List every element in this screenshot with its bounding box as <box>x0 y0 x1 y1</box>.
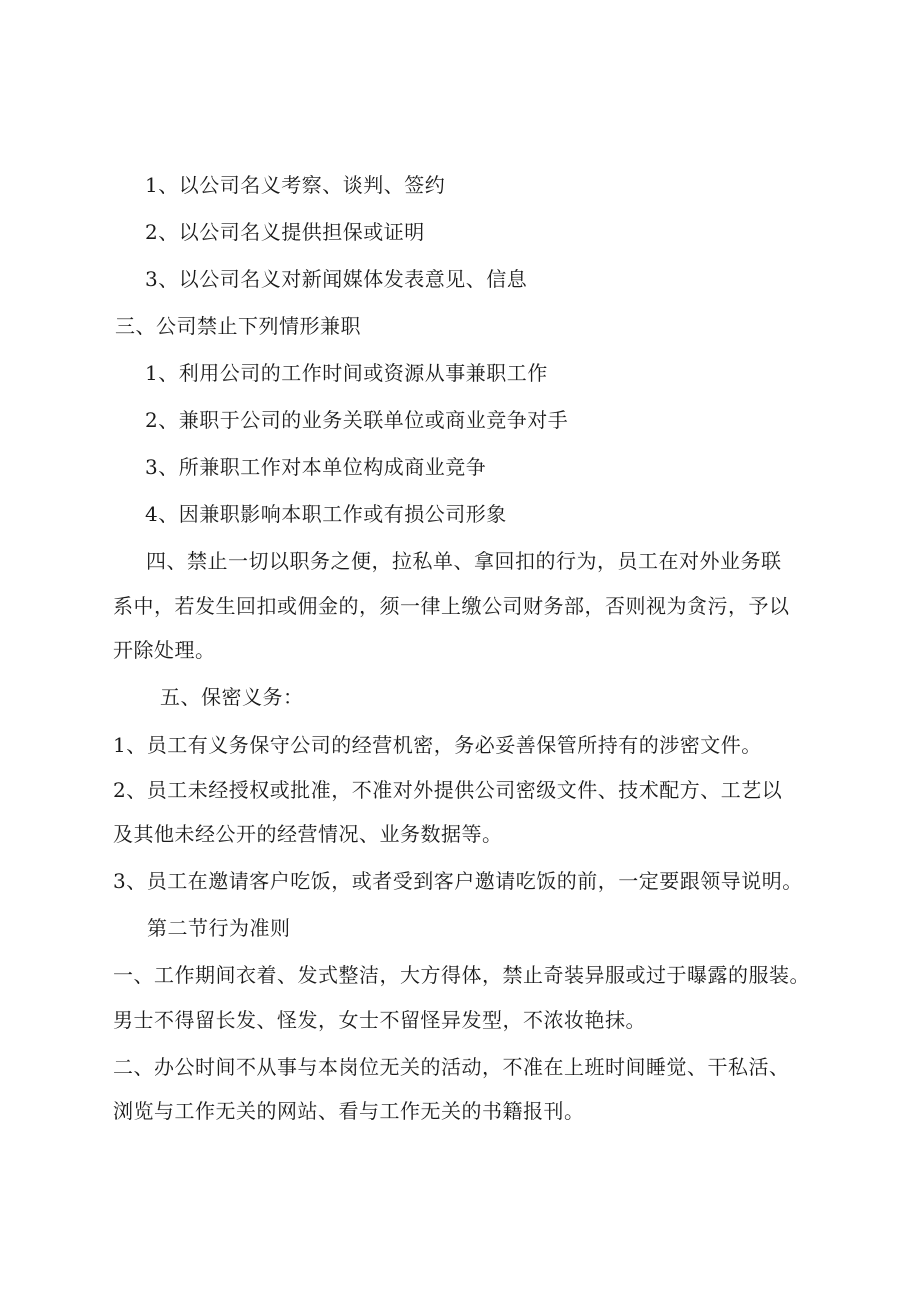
list-item-confidentiality-2-line-1: 2、员工未经授权或批准，不准对外提供公司密级文件、技术配方、工艺以 <box>113 778 783 802</box>
section-heading-part-time-prohibition: 三、公司禁止下列情形兼职 <box>115 314 361 338</box>
list-item-confidentiality-3: 3、员工在邀请客户吃饭，或者受到客户邀请吃饭的前，一定要跟领导说明。 <box>113 869 803 893</box>
list-item-company-name-guarantee: 2、以公司名义提供担保或证明 <box>145 220 425 244</box>
paragraph-dress-code-line-1: 一、工作期间衣着、发式整洁，大方得体，禁止奇装异服或过于曝露的服装。 <box>113 963 810 987</box>
section-title-code-of-conduct: 第二节行为准则 <box>147 916 291 940</box>
paragraph-dress-code-line-2: 男士不得留长发、怪发，女士不留怪异发型，不浓妆艳抹。 <box>113 1008 646 1032</box>
paragraph-kickback-line-3: 开除处理。 <box>113 638 216 662</box>
paragraph-kickback-line-1: 四、禁止一切以职务之便，拉私单、拿回扣的行为，员工在对外业务联 <box>146 549 782 573</box>
paragraph-office-hours-line-2: 浏览与工作无关的网站、看与工作无关的书籍报刊。 <box>113 1099 585 1123</box>
list-item-part-time-4: 4、因兼职影响本职工作或有损公司形象 <box>145 502 507 526</box>
paragraph-office-hours-line-1: 二、办公时间不从事与本岗位无关的活动，不准在上班时间睡觉、干私活、 <box>113 1055 790 1079</box>
list-item-part-time-3: 3、所兼职工作对本单位构成商业竞争 <box>145 455 487 479</box>
list-item-company-name-media: 3、以公司名义对新闻媒体发表意见、信息 <box>145 267 528 291</box>
list-item-part-time-1: 1、利用公司的工作时间或资源从事兼职工作 <box>145 361 548 385</box>
paragraph-kickback-line-2: 系中，若发生回扣或佣金的，须一律上缴公司财务部，否则视为贪污，予以 <box>113 594 790 618</box>
list-item-part-time-2: 2、兼职于公司的业务关联单位或商业竞争对手 <box>145 408 569 432</box>
list-item-company-name-negotiation: 1、以公司名义考察、谈判、签约 <box>145 173 446 197</box>
list-item-confidentiality-1: 1、员工有义务保守公司的经营机密，务必妥善保管所持有的涉密文件。 <box>113 733 762 757</box>
list-item-confidentiality-2-line-2: 及其他未经公开的经营情况、业务数据等。 <box>113 822 503 846</box>
section-heading-confidentiality: 五、保密义务： <box>160 685 304 709</box>
